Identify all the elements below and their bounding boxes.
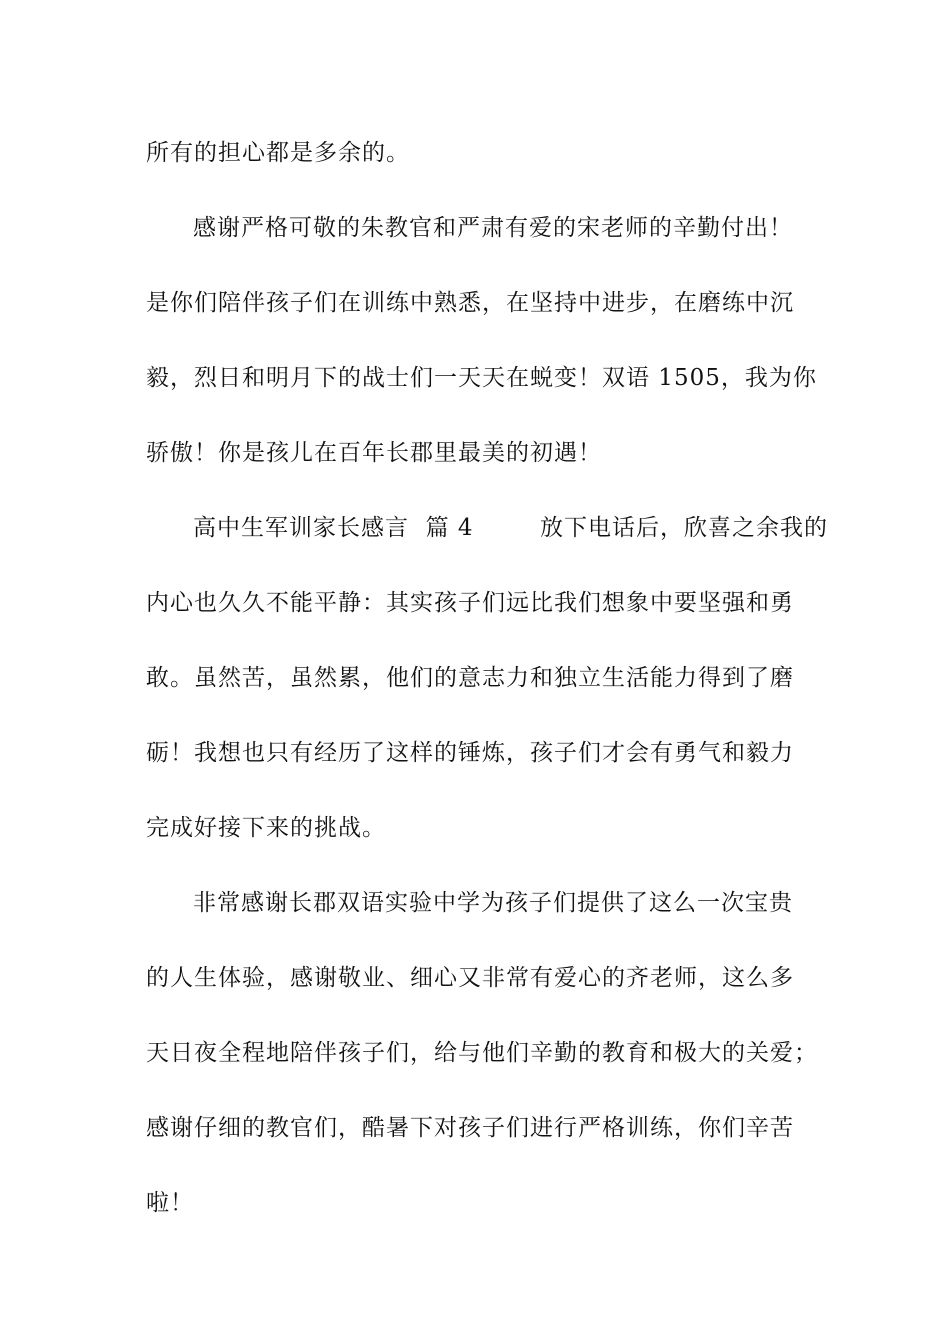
text-line: 的人生体验，感谢敬业、细心又非常有爱心的齐老师，这么多 bbox=[146, 965, 794, 991]
text-line: 感谢仔细的教官们，酷暑下对孩子们进行严格训练，你们辛苦 bbox=[146, 1115, 794, 1141]
text-line: 啦！ bbox=[146, 1190, 194, 1216]
text-line: 天日夜全程地陪伴孩子们，给与他们辛勤的教育和极大的关爱； bbox=[146, 1040, 818, 1066]
text-line: 完成好接下来的挑战。 bbox=[146, 815, 386, 841]
paragraph-start-line: 非常感谢长郡双语实验中学为孩子们提供了这么一次宝贵 bbox=[193, 890, 793, 916]
text-line: 内心也久久不能平静：其实孩子们远比我们想象中要坚强和勇 bbox=[146, 590, 794, 616]
text-line: 骄傲！你是孩儿在百年长郡里最美的初遇！ bbox=[146, 440, 602, 466]
text-line: 所有的担心都是多余的。 bbox=[146, 140, 410, 166]
text-line: 是你们陪伴孩子们在训练中熟悉，在坚持中进步，在磨练中沉 bbox=[146, 290, 794, 316]
text-line: 敢。虽然苦，虽然累，他们的意志力和独立生活能力得到了磨 bbox=[146, 665, 794, 691]
text-line: 毅，烈日和明月下的战士们一天天在蜕变！双语 1505，我为你 bbox=[146, 365, 817, 391]
section-heading-line: 高中生军训家长感言 篇 4 放下电话后，欣喜之余我的 bbox=[193, 515, 829, 541]
text-line: 砺！我想也只有经历了这样的锤炼，孩子们才会有勇气和毅力 bbox=[146, 740, 794, 766]
paragraph-start-line: 感谢严格可敬的朱教官和严肃有爱的宋老师的辛勤付出！ bbox=[193, 215, 793, 241]
